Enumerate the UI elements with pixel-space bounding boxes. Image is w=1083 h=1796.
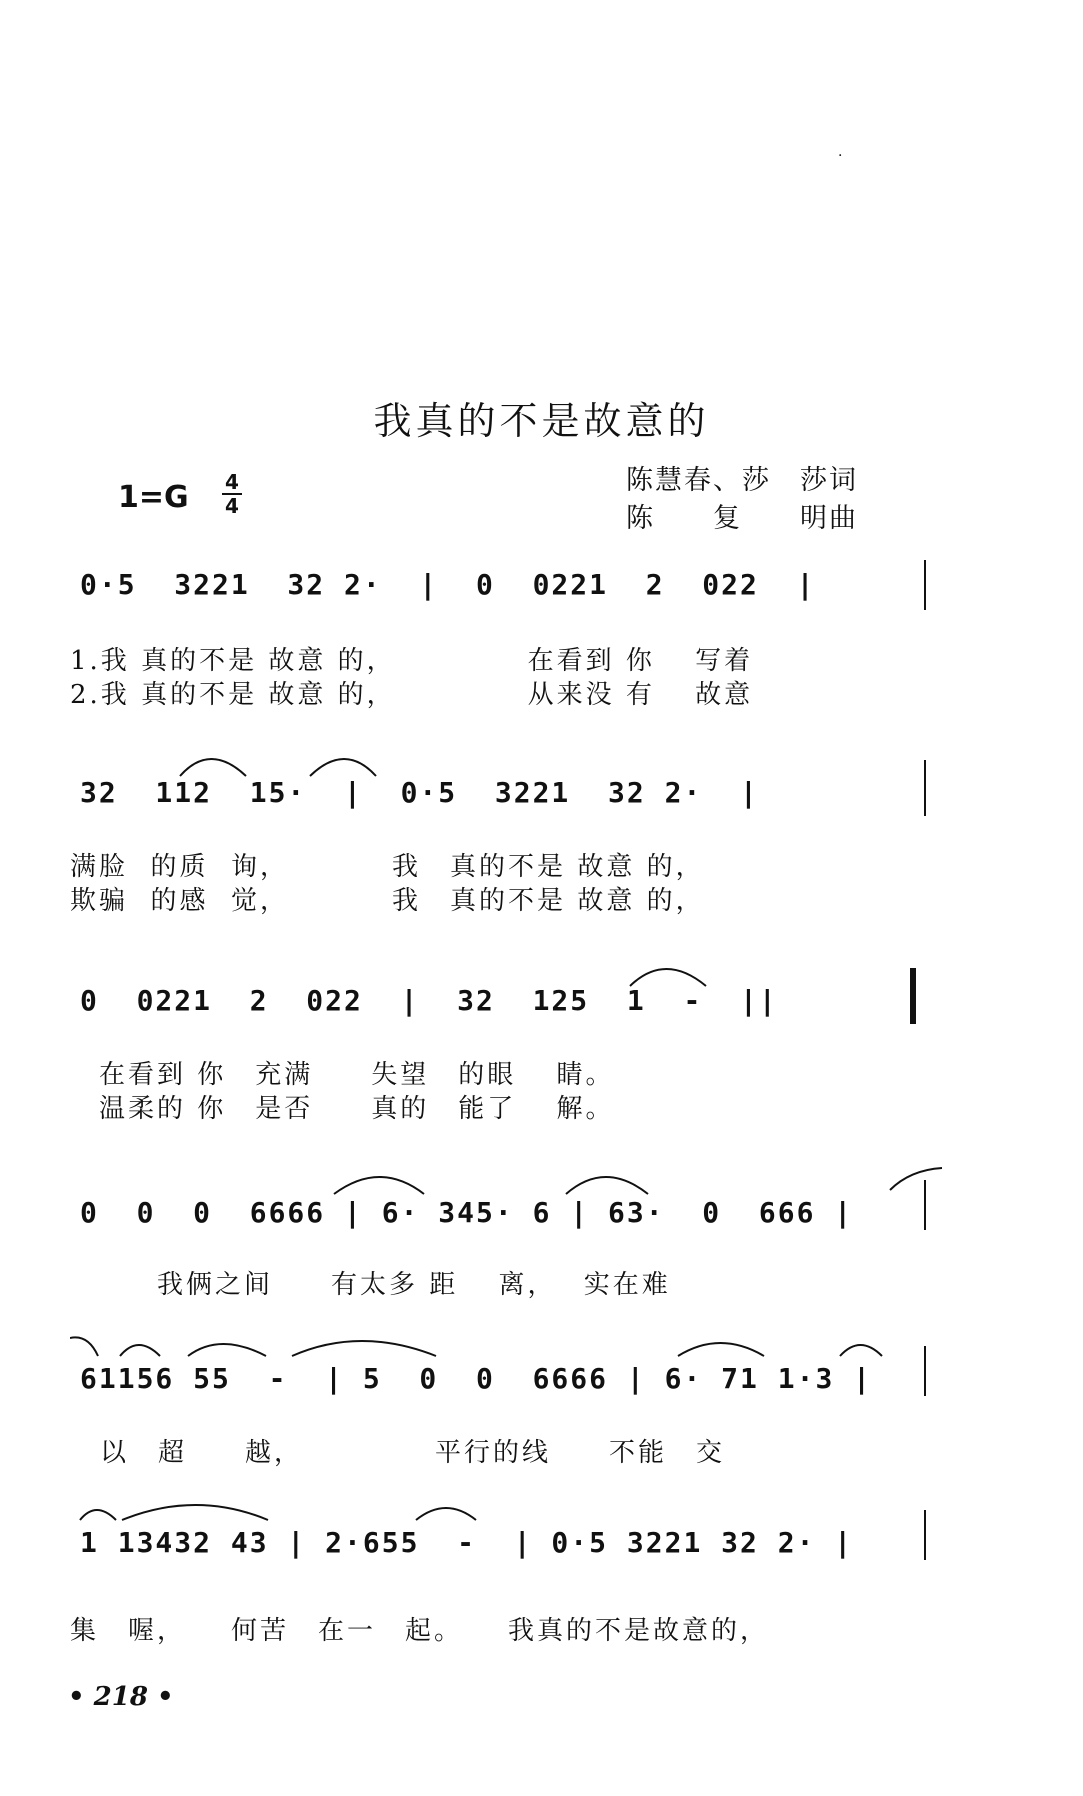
key-signature: 1=G <box>118 480 189 515</box>
page-number: • 218 • <box>68 1682 174 1712</box>
system-1-notes: 0·5 3221 32 2· | 0 0221 2 022 | <box>80 568 816 601</box>
system-3-final-bar <box>910 968 916 1024</box>
system-6-slurs <box>76 1490 496 1530</box>
slur-8 <box>120 1345 160 1356</box>
slur-12 <box>840 1345 882 1356</box>
system-5-slurs <box>70 1326 930 1366</box>
slur-4 <box>334 1177 424 1194</box>
slur-2 <box>310 759 376 776</box>
system-3-notes: 0 0221 2 022 | 32 125 1 - || <box>80 984 778 1017</box>
system-6-endbar <box>924 1510 926 1560</box>
system-5-endbar <box>924 1346 926 1396</box>
lyricist-credit: 陈慧春、莎 莎词 <box>626 465 858 496</box>
slur-7 <box>70 1337 98 1356</box>
time-signature <box>222 472 242 516</box>
system-4-slurs <box>330 1160 950 1200</box>
system-5-notes: 61156 55 - | 5 0 0 6666 | 6· 71 1·3 | <box>80 1362 873 1395</box>
slur-1 <box>180 759 246 776</box>
slur-9 <box>188 1344 266 1356</box>
system-4-notes: 0 0 0 6666 | 6· 345· 6 | 63· 0 666 | <box>80 1196 854 1229</box>
system-6-notes: 1 13432 43 | 2·655 - | 0·5 3221 32 2· | <box>80 1526 854 1559</box>
print-speck: · <box>838 148 843 164</box>
slur-5 <box>566 1177 648 1194</box>
system-2-lyric-2: 欺骗 的感 觉， 我 真的不是 故意 的， <box>70 886 705 916</box>
system-5-lyric-1: 以 超 越， 平行的线 不能 交 <box>100 1438 726 1468</box>
system-1-endbar <box>924 560 926 610</box>
system-1-lyric-1: 1.我 真的不是 故意 的， 在看到 你 写着 <box>70 646 754 676</box>
system-2-endbar <box>924 760 926 816</box>
system-3-lyric-1: 在看到 你 充满 失望 的眼 睛。 <box>70 1060 615 1090</box>
system-1-lyric-2: 2.我 真的不是 故意 的， 从来没 有 故意 <box>70 680 754 710</box>
slur-6 <box>890 1168 942 1190</box>
system-6-lyric-1: 集 喔， 何苦 在一 起。 我真的不是故意的， <box>70 1616 770 1646</box>
system-2-lyric-1: 满脸 的质 询， 我 真的不是 故意 的， <box>70 852 705 882</box>
slur-13 <box>80 1510 116 1520</box>
slur-15 <box>416 1508 476 1520</box>
composer-credit: 陈 复 明曲 <box>626 503 858 534</box>
system-2-notes: 32 112 15· | 0·5 3221 32 2· | <box>80 776 759 809</box>
slur-14 <box>122 1505 268 1520</box>
slur-10 <box>292 1341 436 1356</box>
system-4-endbar <box>924 1180 926 1230</box>
time-bottom: 4 <box>225 494 239 518</box>
system-3-lyric-2: 温柔的 你 是否 真的 能了 解。 <box>70 1094 615 1124</box>
time-top: 4 <box>225 470 239 494</box>
slur-11 <box>678 1343 764 1356</box>
song-title: 我真的不是故意的 <box>373 399 710 443</box>
system-4-lyric-1: 我俩之间 有太多 距 离， 实在难 <box>70 1270 671 1300</box>
